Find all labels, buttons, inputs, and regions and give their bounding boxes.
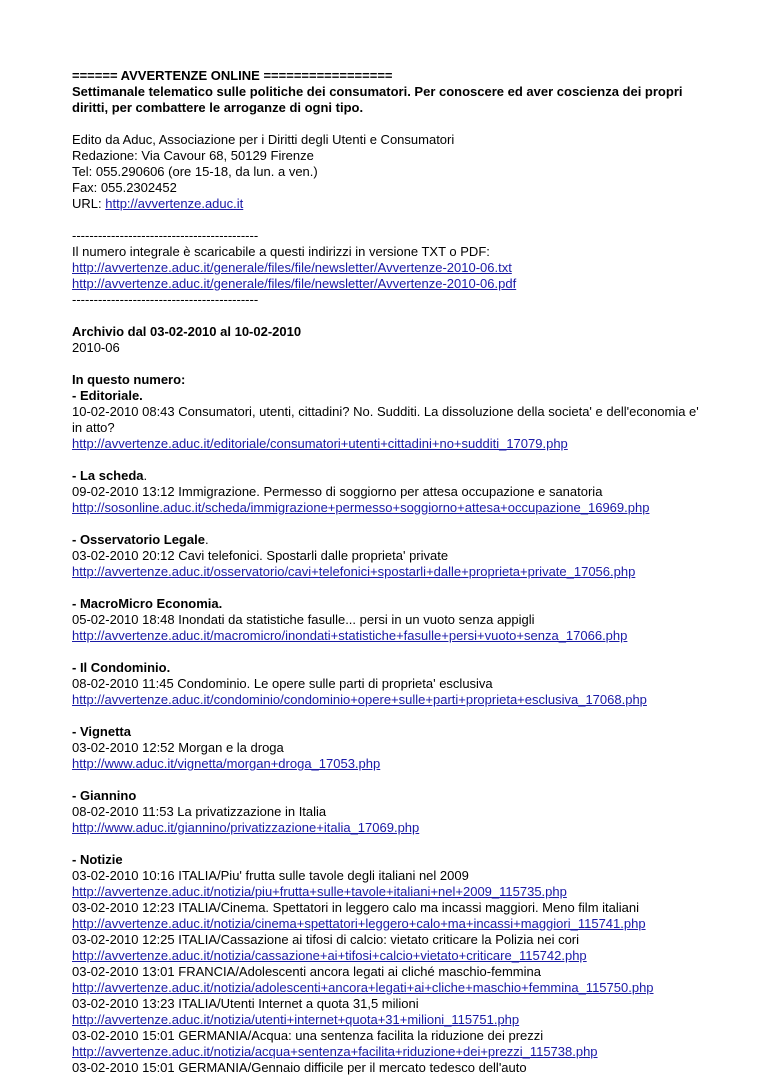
toc-editoriale bbox=[72, 372, 702, 452]
publisher-name: Edito da Aduc, Associazione per i Diritti degli Utenti e Consumatori bbox=[72, 132, 455, 147]
link-condominio[interactable]: http://avvertenze.aduc.it/condominio/condominio+opere+sulle+parti+proprieta+esclusiva_17068.php bbox=[72, 692, 647, 707]
section-label-osservatorio: - Osservatorio Legale bbox=[72, 532, 205, 547]
entry-macromicro: 05-02-2010 18:48 Inondati da statistiche fasulle... persi in un vuoto senza appigli bbox=[72, 612, 535, 627]
newsletter-banner: ====== AVVERTENZE ONLINE ================= bbox=[72, 68, 393, 83]
toc-vignetta bbox=[72, 724, 702, 772]
section-label-condominio: - Il Condominio. bbox=[72, 660, 171, 675]
entry-vignetta: 03-02-2010 12:52 Morgan e la droga bbox=[72, 740, 284, 755]
link-editoriale[interactable]: http://avvertenze.aduc.it/editoriale/consumatori+utenti+cittadini+no+sudditi_17079.php bbox=[72, 436, 568, 451]
entry-condominio: 08-02-2010 11:45 Condominio. Le opere sulle parti di proprieta' esclusiva bbox=[72, 676, 493, 691]
publisher-phone: Tel: 055.290606 (ore 15-18, da lun. a ven.) bbox=[72, 164, 318, 179]
news-link[interactable]: http://avvertenze.aduc.it/notizia/adolescenti+ancora+legati+ai+cliche+maschio+femmina_115750.php bbox=[72, 980, 654, 995]
notizie-list bbox=[72, 868, 702, 1060]
section-label-dot: . bbox=[143, 468, 148, 483]
news-entry-last: 03-02-2010 15:01 GERMANIA/Gennaio difficile per il mercato tedesco dell'auto bbox=[72, 1060, 527, 1075]
toc-macromicro bbox=[72, 596, 702, 644]
toc-heading: In questo numero: bbox=[72, 372, 186, 387]
archive-title: Archivio dal 03-02-2010 al 10-02-2010 bbox=[72, 324, 302, 339]
publisher-address: Redazione: Via Cavour 68, 50129 Firenze bbox=[72, 148, 314, 163]
entry-giannino: 08-02-2010 11:53 La privatizzazione in Italia bbox=[72, 804, 327, 819]
section-label-osservatorio-line bbox=[72, 532, 702, 548]
news-link[interactable]: http://avvertenze.aduc.it/notizia/utenti+internet+quota+31+milioni_115751.php bbox=[72, 1012, 520, 1027]
section-label-notizie: - Notizie bbox=[72, 852, 123, 867]
download-intro: Il numero integrale è scaricabile a questi indirizzi in versione TXT o PDF: bbox=[72, 244, 490, 259]
section-label-macromicro: - MacroMicro Economia. bbox=[72, 596, 223, 611]
news-link[interactable]: http://avvertenze.aduc.it/notizia/cassazione+ai+tifosi+calcio+vietato+criticare_115742.php bbox=[72, 948, 587, 963]
link-osservatorio[interactable]: http://avvertenze.aduc.it/osservatorio/cavi+telefonici+spostarli+dalle+proprieta+private_17056.php bbox=[72, 564, 636, 579]
separator-top: ------------------------------------------- bbox=[72, 228, 259, 243]
news-entry: 03-02-2010 10:16 ITALIA/Piu' frutta sulle tavole degli italiani nel 2009 bbox=[72, 868, 469, 883]
toc-giannino bbox=[72, 788, 702, 836]
link-macromicro[interactable]: http://avvertenze.aduc.it/macromicro/inondati+statistiche+fasulle+persi+vuoto+senza_17066.php bbox=[72, 628, 628, 643]
download-block bbox=[72, 228, 702, 308]
toc-notizie bbox=[72, 852, 702, 1076]
toc-scheda bbox=[72, 468, 702, 516]
archive-issue: 2010-06 bbox=[72, 340, 120, 355]
news-entry: 03-02-2010 13:23 ITALIA/Utenti Internet a quota 31,5 milioni bbox=[72, 996, 419, 1011]
news-entry: 03-02-2010 13:01 FRANCIA/Adolescenti ancora legati ai cliché maschio-femmina bbox=[72, 964, 541, 979]
news-link[interactable]: http://avvertenze.aduc.it/notizia/acqua+sentenza+facilita+riduzione+dei+prezzi_115738.php bbox=[72, 1044, 598, 1059]
news-entry: 03-02-2010 15:01 GERMANIA/Acqua: una sentenza facilita la riduzione dei prezzi bbox=[72, 1028, 544, 1043]
publisher-fax: Fax: 055.2302452 bbox=[72, 180, 177, 195]
toc-osservatorio bbox=[72, 532, 702, 580]
news-link[interactable]: http://avvertenze.aduc.it/notizia/piu+frutta+sulle+tavole+italiani+nel+2009_115735.php bbox=[72, 884, 567, 899]
entry-editoriale: 10-02-2010 08:43 Consumatori, utenti, cittadini? No. Sudditi. La dissoluzione della societa' e dell'economia e' in atto? bbox=[72, 404, 699, 435]
publisher-info bbox=[72, 132, 702, 212]
news-link[interactable]: http://avvertenze.aduc.it/notizia/cinema+spettatori+leggero+calo+ma+incassi+maggiori_115741.php bbox=[72, 916, 646, 931]
separator-bottom: ------------------------------------------- bbox=[72, 292, 259, 307]
news-entry: 03-02-2010 12:25 ITALIA/Cassazione ai tifosi di calcio: vietato criticare la Polizia nei cori bbox=[72, 932, 580, 947]
link-vignetta[interactable]: http://www.aduc.it/vignetta/morgan+droga_17053.php bbox=[72, 756, 381, 771]
entry-scheda: 09-02-2010 13:12 Immigrazione. Permesso di soggiorno per attesa occupazione e sanatoria bbox=[72, 484, 603, 499]
toc-condominio bbox=[72, 660, 702, 708]
link-giannino[interactable]: http://www.aduc.it/giannino/privatizzazione+italia_17069.php bbox=[72, 820, 420, 835]
link-scheda[interactable]: http://sosonline.aduc.it/scheda/immigrazione+permesso+soggiorno+attesa+occupazione_16969.php bbox=[72, 500, 650, 515]
section-label-editoriale: - Editoriale. bbox=[72, 388, 143, 403]
newsletter-page bbox=[72, 68, 702, 1076]
section-label-scheda: - La scheda bbox=[72, 468, 144, 483]
download-pdf-link[interactable]: http://avvertenze.aduc.it/generale/files/file/newsletter/Avvertenze-2010-06.pdf bbox=[72, 276, 517, 291]
section-label-dot: . bbox=[204, 532, 209, 547]
section-label-scheda-line bbox=[72, 468, 702, 484]
publisher-url-line bbox=[72, 196, 702, 212]
download-txt-link[interactable]: http://avvertenze.aduc.it/generale/files/file/newsletter/Avvertenze-2010-06.txt bbox=[72, 260, 512, 275]
section-label-vignetta: - Vignetta bbox=[72, 724, 131, 739]
news-entry: 03-02-2010 12:23 ITALIA/Cinema. Spettatori in leggero calo ma incassi maggiori. Meno film italiani bbox=[72, 900, 639, 915]
publisher-url-link[interactable]: http://avvertenze.aduc.it bbox=[105, 196, 244, 211]
entry-osservatorio: 03-02-2010 20:12 Cavi telefonici. Spostarli dalle proprieta' private bbox=[72, 548, 449, 563]
archive-block bbox=[72, 324, 702, 356]
publisher-url-label: URL: bbox=[72, 196, 106, 211]
section-label-giannino: - Giannino bbox=[72, 788, 137, 803]
newsletter-subtitle: Settimanale telematico sulle politiche dei consumatori. Per conoscere ed aver coscienza dei propri diritti, per combattere le arroganze di ogni tipo. bbox=[72, 84, 683, 115]
